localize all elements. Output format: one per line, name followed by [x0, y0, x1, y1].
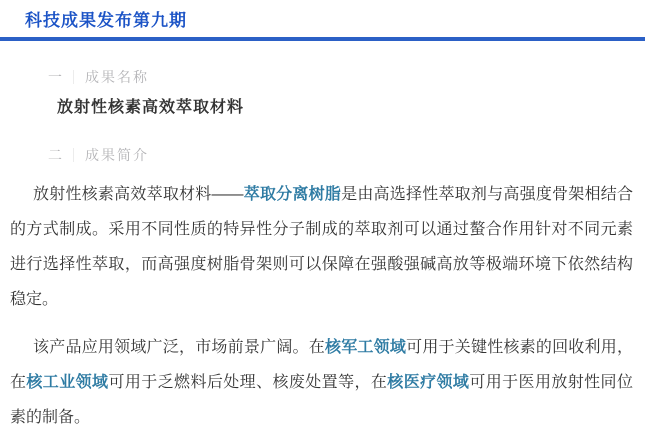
paragraph-text: 是由高选择性萃取剂与高强度骨架相结合的方式制成。采用不同性质的特异性分子制成的萃取剂可以通过螯合作用针对不同元素进行选择性萃取，而高强度树脂骨架则可以保障在强酸强碱高放等极端环境下依然结构稳定。	[10, 186, 633, 308]
section-name-label	[48, 69, 645, 85]
section-name-title: 成果名称	[85, 69, 149, 85]
intro-paragraph-material	[10, 177, 633, 317]
section-intro-number: 二	[48, 147, 64, 163]
accent-term-nuclear-military: 核军工领域	[324, 339, 407, 356]
section-intro-label	[48, 147, 645, 163]
section-separator-line	[73, 70, 74, 84]
accent-term-extraction-resin: 萃取分离树脂	[243, 186, 342, 203]
paragraph-text: 该产品应用领域广泛，市场前景广阔。在	[33, 339, 325, 356]
section-intro-title: 成果简介	[85, 147, 149, 163]
intro-paragraph-applications	[10, 330, 633, 435]
paragraph-text: 可用于关键性核素的回收利用，在	[10, 339, 633, 391]
accent-term-nuclear-industry: 核工业领域	[26, 374, 109, 391]
paragraph-text: 放射性核素高效萃取材料——	[33, 186, 244, 203]
article-header	[0, 0, 645, 41]
paragraph-text: 可用于医用放射性同位素的制备。	[10, 374, 633, 426]
section-separator-line	[73, 148, 74, 162]
accent-term-nuclear-medical: 核医疗领域	[387, 374, 470, 391]
section-name-number: 一	[48, 69, 64, 85]
page-title: 科技成果发布第九期	[25, 11, 187, 30]
achievement-name: 放射性核素高效萃取材料	[57, 99, 245, 116]
header-divider-bar	[0, 37, 645, 41]
paragraph-text: 可用于乏燃料后处理、核废处置等，在	[108, 374, 388, 391]
